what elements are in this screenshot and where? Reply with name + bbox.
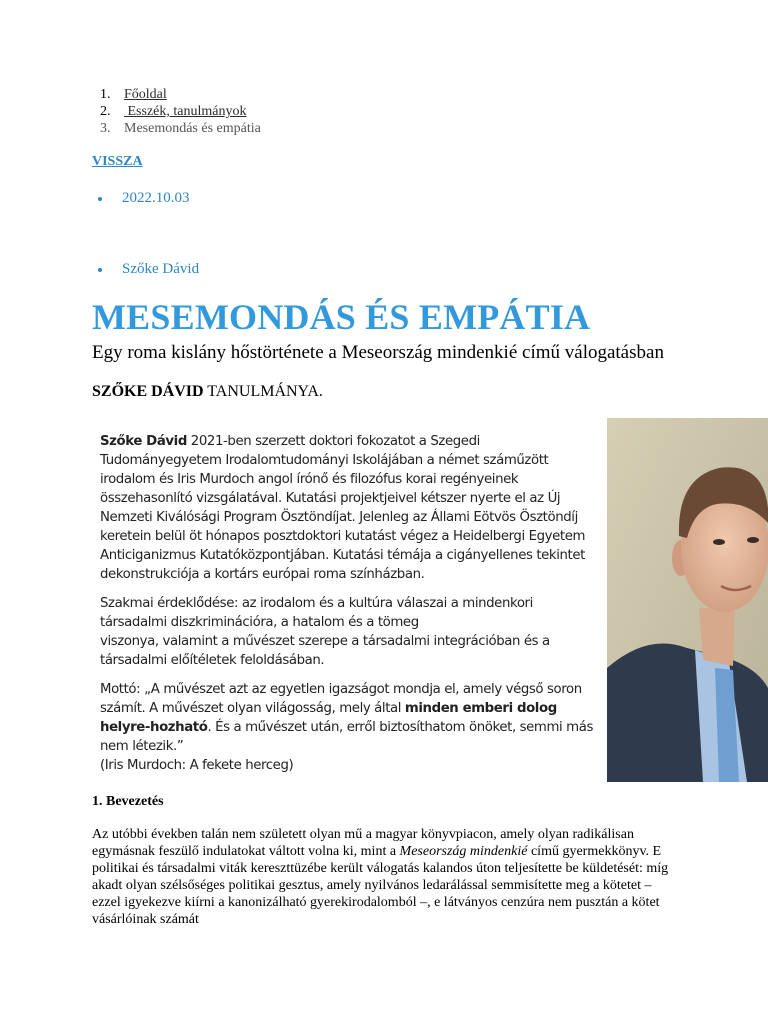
byline — [92, 383, 323, 401]
bio-motto: Mottó: „A művészet azt az egyetlen igazságot mondja el, amely végső soron számít. A művészet olyan világosság, mely által minden emberi dolog helyre-hozható. És a művészet után, erről biztosíthatom önöket, semmi más nem létezik.” (Iris Murdoch: A fekete herceg) — [100, 682, 593, 773]
breadcrumb — [100, 86, 261, 137]
breadcrumb-link-essays[interactable]: Esszék, tanulmányok — [124, 104, 247, 119]
section-heading: 1. Bevezetés — [92, 794, 164, 809]
bio-paragraph-2: Szakmai érdeklődése: az irodalom és a kultúra válaszai a mindenkori társadalmi diszkriminációra, a hatalom és a tömeg viszonya, valamint a művészet szerepe a társadalmi integrációban és a társadalmi előítéletek feloldásában. — [100, 596, 550, 668]
bullet-icon — [98, 268, 102, 272]
bullet-icon — [98, 197, 102, 201]
book-title: Meseország mindenkié — [399, 844, 528, 859]
author-bio — [100, 432, 600, 785]
bio-name: Szőke Dávid — [100, 434, 187, 449]
author-photo — [607, 418, 768, 782]
date-meta — [98, 190, 190, 207]
article-subtitle: Egy roma kislány hőstörténete a Meseország mindenkié című válogatásban — [92, 342, 664, 363]
motto-source: (Iris Murdoch: A fekete herceg) — [100, 758, 294, 773]
byline-rest: TANULMÁNYA. — [203, 383, 323, 400]
breadcrumb-current-label: Mesemondás és empátia — [124, 121, 261, 136]
breadcrumb-item-essays[interactable]: 2. Esszék, tanulmányok — [100, 104, 247, 119]
back-link[interactable]: VISSZA — [92, 154, 143, 169]
article-title: MESEMONDÁS ÉS EMPÁTIA — [92, 297, 591, 337]
breadcrumb-link-home[interactable]: Főoldal — [124, 87, 167, 102]
breadcrumb-item-current: 3. Mesemondás és empátia — [100, 121, 261, 136]
breadcrumb-item-home[interactable]: 1. Főoldal — [100, 87, 167, 102]
author-meta[interactable] — [98, 261, 199, 278]
bio-paragraph-1: Szőke Dávid 2021-ben szerzett doktori fokozatot a Szegedi Tudományegyetem Irodalomtudományi Iskolájában a német száműzött irodalom és Iris Murdoch angol írónő és filozófus korai regényeinek összehasonlító vizsgálatával. Kutatási projektjeivel kétszer nyerte el az Új Nemzeti Kiválósági Program Ösztöndíjat. Jelenleg az Állami Eötvös Ösztöndíj keretein belül öt hónapos posztdoktori kutatást végez a Heidelbergi Egyetem Anticiganizmus Kutatóközpontjában. Kutatási témája a cigányellenes tekintet dekonstrukciója a kortárs európai roma színházban. — [100, 434, 586, 582]
author-link[interactable]: Szőke Dávid — [122, 261, 200, 277]
byline-name: SZŐKE DÁVID — [92, 383, 204, 400]
publish-date: 2022.10.03 — [122, 190, 190, 206]
section-body: Az utóbbi években talán nem született olyan mű a magyar könyvpiacon, amely olyan radikálisan egymásnak feszülő indulatokat váltott volna ki, mint a Meseország mindenkié című gyermekkönyv. E politikai és társadalmi viták kereszttüzébe került válogatás kalandos úton teljesítette be küldetését: míg akadt olyan szélsőséges politikai gesztus, amely nyilvános ledarálással semmisítette meg a kötetet – ezzel igyekezve kiírni a kanonizálható gyerekirodalomból –, e látványos cenzúra nem pusztán a kötet vásárlóinak számát — [92, 827, 669, 927]
